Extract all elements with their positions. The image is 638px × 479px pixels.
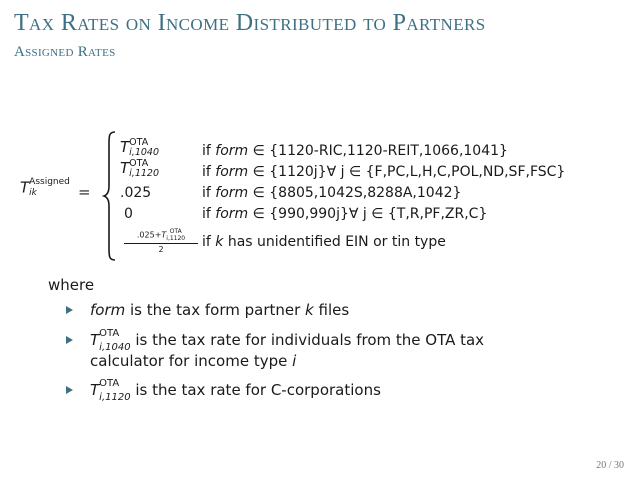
bullet-1040-line2: calculator for income type (90, 351, 293, 370)
case-4-form: form (215, 206, 249, 222)
bullet-1040-symbol: T (90, 331, 100, 349)
lhs-superscript: Assigned (29, 177, 70, 187)
bullet-form-middle: is the tax form partner (125, 301, 306, 319)
bullet-1120-sub: i,1120 (99, 391, 131, 403)
case-2-set: ∈ {1120j}∀ j ∈ {F,PC,L,H,C,POL,ND,SF,FSC} (248, 164, 566, 180)
numerator-sub: i,1120 (166, 235, 186, 242)
case-1-form: form (215, 143, 249, 159)
lhs-subscript: ik (29, 188, 37, 198)
case-3-if: if (202, 185, 216, 201)
bullet-form-k: k (305, 301, 314, 319)
slide-title: Tax Rates on Income Distributed to Partners (14, 10, 486, 36)
fraction-numerator (124, 228, 198, 244)
numerator-sup: OTA (169, 228, 182, 235)
bullet-1120-sup: OTA (99, 377, 120, 389)
case-2-sub: i,1120 (129, 168, 160, 179)
bullet-1120-line1: is the tax rate for C-corporations (130, 381, 381, 399)
numerator-symbol: T (161, 230, 167, 240)
case-1-condition (202, 143, 508, 159)
bullet-1040-sup: OTA (99, 327, 120, 339)
bullet-1040-sub: i,1040 (99, 341, 131, 353)
case-1-set: ∈ {1120-RIC,1120-REIT,1066,1041} (248, 143, 508, 159)
case-2-condition (202, 164, 565, 180)
bullet-triangle-icon (66, 306, 73, 314)
case-2-form: form (215, 164, 249, 180)
case-2-if: if (202, 164, 216, 180)
case-1-value (120, 138, 159, 158)
case-2-symbol: T (120, 159, 130, 177)
bullet-form-end: files (313, 301, 350, 319)
case-5-k: k (215, 234, 224, 250)
case-1-sup: OTA (129, 137, 149, 148)
case-3-set: ∈ {8805,1042S,8288A,1042} (248, 185, 462, 201)
case-2-sup: OTA (129, 158, 149, 169)
bullet-triangle-icon (66, 336, 73, 344)
case-5-text: has unidentified EIN or tin type (223, 234, 446, 250)
where-label: where (48, 276, 95, 294)
bullet-form-italic: form (90, 301, 126, 319)
case-1-sub: i,1040 (129, 147, 160, 158)
bullet-1040-text (90, 327, 485, 371)
fraction-denominator: 2 (158, 245, 164, 254)
case-3-condition (202, 185, 461, 201)
case-1-symbol: T (120, 138, 130, 156)
bullet-1120-text (90, 377, 381, 403)
equation-lhs (20, 178, 70, 198)
case-4-condition (202, 206, 487, 222)
case-5-condition (202, 234, 446, 250)
bullet-1040-line1: is the tax rate for individuals from the OTA tax (130, 331, 485, 349)
case-5-if: if (202, 234, 216, 250)
case-4-if: if (202, 206, 216, 222)
case-4-set: ∈ {990,990j}∀ j ∈ {T,R,PF,ZR,C} (248, 206, 488, 222)
case-4-value: 0 (124, 206, 133, 222)
bullet-1120-symbol: T (90, 381, 100, 399)
bullet-triangle-icon (66, 386, 73, 394)
equals-sign: = (78, 183, 91, 201)
case-1-if: if (202, 143, 216, 159)
numerator-lead: .025+ (136, 230, 162, 240)
lhs-symbol: T (20, 178, 30, 197)
bullet-1040-i: i (292, 351, 297, 370)
slide-subtitle: Assigned Rates (14, 44, 116, 60)
case-5-fraction (124, 228, 198, 254)
case-3-value: .025 (120, 185, 152, 201)
case-3-form: form (215, 185, 249, 201)
case-2-value (120, 159, 159, 179)
left-brace (102, 130, 118, 262)
bullet-form-text (90, 300, 349, 320)
page-number: 20 / 30 (596, 460, 624, 471)
